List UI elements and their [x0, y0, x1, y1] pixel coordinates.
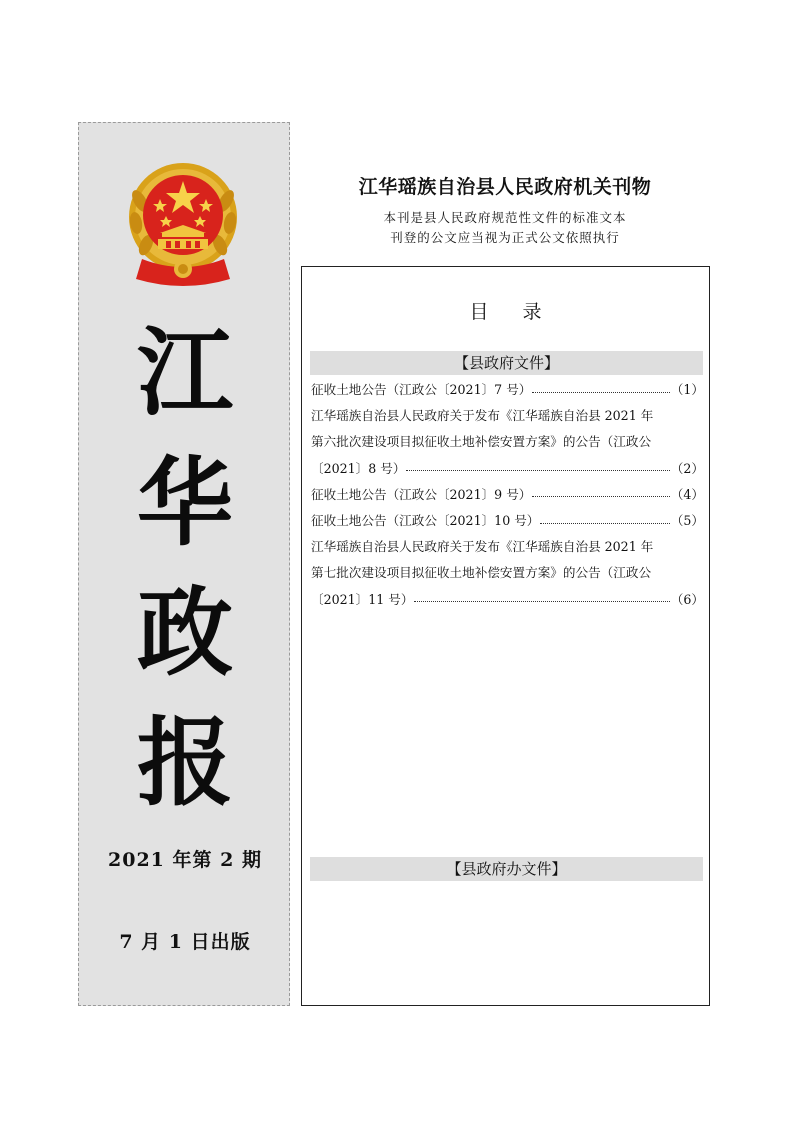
- masthead-char-2: 华: [137, 447, 233, 559]
- publication-subtitle-2: 刊登的公文应当视为正式公文依照执行: [390, 230, 620, 245]
- toc-entry-page: （6）: [670, 591, 704, 607]
- toc-entry-title-line: 江华瑶族自治县人民政府关于发布《江华瑶族自治县 2021 年: [311, 539, 654, 555]
- section-county-office-documents: 【县政府办文件】: [310, 857, 703, 881]
- toc-entry-title-line: 第六批次建设项目拟征收土地补偿安置方案》的公告（江政公: [311, 434, 652, 450]
- table-of-contents: [301, 266, 710, 1006]
- toc-entry-page: （4）: [670, 486, 704, 502]
- toc-entry-title-line: 江华瑶族自治县人民政府关于发布《江华瑶族自治县 2021 年: [311, 408, 654, 424]
- toc-entry-list: [311, 377, 704, 613]
- toc-entry-title: 征收土地公告（江政公〔2021〕7 号）: [311, 382, 532, 397]
- toc-entry-title: 征收土地公告（江政公〔2021〕10 号）: [311, 513, 540, 529]
- toc-entry[interactable]: [311, 403, 704, 482]
- national-emblem-icon: [124, 161, 242, 289]
- toc-entry[interactable]: [311, 377, 704, 403]
- toc-entry-page: （1）: [670, 382, 704, 397]
- toc-entry[interactable]: [311, 534, 704, 613]
- toc-entry-page: （5）: [670, 513, 704, 529]
- publication-title: 江华瑶族自治县人民政府机关刊物: [358, 176, 652, 198]
- dot-leader: [414, 601, 669, 602]
- masthead-char-3: 政: [137, 577, 233, 689]
- dot-leader: [540, 523, 669, 524]
- dot-leader: [406, 470, 669, 471]
- publish-date: 7 月 1 日出版: [119, 931, 251, 953]
- toc-entry-title: 〔2021〕11 号）: [311, 591, 414, 607]
- issue-number: 2021 年第 2 期: [108, 849, 262, 871]
- masthead-banner: [78, 122, 290, 1006]
- toc-entry-page: （2）: [670, 460, 704, 476]
- dot-leader: [532, 496, 669, 497]
- section-county-government-documents: 【县政府文件】: [310, 351, 703, 375]
- dot-leader: [532, 392, 669, 393]
- masthead-char-1: 江: [137, 317, 233, 429]
- toc-entry-title: 征收土地公告（江政公〔2021〕9 号）: [311, 486, 532, 502]
- toc-entry-title-line: 第七批次建设项目拟征收土地补偿安置方案》的公告（江政公: [311, 565, 652, 581]
- toc-heading: 目 录: [469, 301, 542, 323]
- toc-entry[interactable]: [311, 482, 704, 508]
- publication-subtitle-1: 本刊是县人民政府规范性文件的标准文本: [383, 210, 627, 225]
- masthead-char-4: 报: [137, 707, 233, 819]
- toc-entry-title: 〔2021〕8 号）: [311, 460, 406, 476]
- toc-entry[interactable]: [311, 508, 704, 534]
